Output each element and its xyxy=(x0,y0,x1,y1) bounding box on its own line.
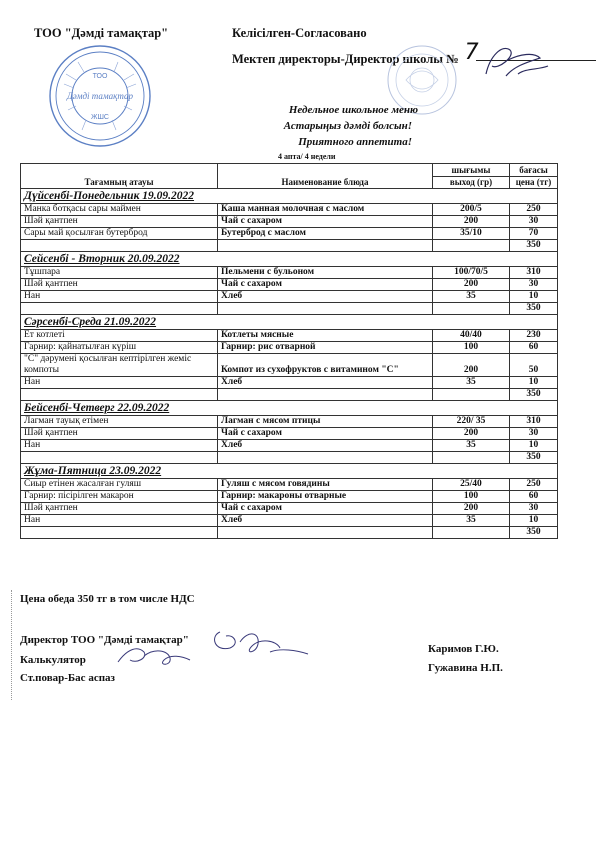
dish-output: 200 xyxy=(433,216,510,228)
table-row xyxy=(21,279,558,291)
dish-price: 250 xyxy=(510,204,558,216)
empty-cell xyxy=(21,240,218,252)
empty-cell xyxy=(218,389,433,401)
empty-cell xyxy=(218,240,433,252)
dish-price: 30 xyxy=(510,279,558,291)
dish-output: 35 xyxy=(433,515,510,527)
director-label: Директор ТОО "Дәмді тамақтар" xyxy=(20,634,189,646)
dish-price: 230 xyxy=(510,330,558,342)
day-header-row xyxy=(21,189,558,204)
day-total-row xyxy=(21,389,558,401)
dish-name-kz: Нан xyxy=(21,515,218,527)
dish-name-ru: Хлеб xyxy=(218,377,433,389)
dish-price: 50 xyxy=(510,354,558,377)
dish-name-kz: Манка ботқасы сары маймен xyxy=(21,204,218,216)
dish-price: 60 xyxy=(510,491,558,503)
dish-price: 250 xyxy=(510,479,558,491)
dish-price: 70 xyxy=(510,228,558,240)
day-header-row xyxy=(21,464,558,479)
dish-name-kz: Гарнир: қайнатылған күріш xyxy=(21,342,218,354)
dish-price: 30 xyxy=(510,503,558,515)
dish-name-kz: Тұшпара xyxy=(21,267,218,279)
empty-cell xyxy=(218,452,433,464)
dish-name-ru: Каша манная молочная с маслом xyxy=(218,204,433,216)
agreed-label: Келісілген-Согласовано xyxy=(232,26,367,40)
dish-name-kz: Шәй қантпен xyxy=(21,428,218,440)
dish-name-ru: Бутерброд с маслом xyxy=(218,228,433,240)
dish-output: 220/ 35 xyxy=(433,416,510,428)
day-total: 350 xyxy=(510,303,558,315)
dish-output: 100 xyxy=(433,491,510,503)
dish-price: 10 xyxy=(510,440,558,452)
col-header-ru: Наименование блюда xyxy=(218,164,433,189)
table-row xyxy=(21,440,558,452)
empty-cell xyxy=(21,303,218,315)
day-header-row xyxy=(21,315,558,330)
empty-cell xyxy=(433,527,510,539)
dish-price: 10 xyxy=(510,377,558,389)
dish-output: 35 xyxy=(433,440,510,452)
table-row xyxy=(21,291,558,303)
dish-output: 35 xyxy=(433,377,510,389)
dish-output: 40/40 xyxy=(433,330,510,342)
day-total-row xyxy=(21,303,558,315)
dish-name-ru: Чай с сахаром xyxy=(218,216,433,228)
dish-name-ru: Пельмени с бульоном xyxy=(218,267,433,279)
day-total-row xyxy=(21,240,558,252)
price-note: Цена обеда 350 тг в том числе НДС xyxy=(20,593,195,605)
dish-name-ru: Гарнир: рис отварной xyxy=(218,342,433,354)
dish-name-ru: Компот из сухофруктов с витамином "С" xyxy=(218,354,433,377)
menu-table xyxy=(20,163,558,539)
company-stamp xyxy=(48,44,152,148)
empty-cell xyxy=(433,240,510,252)
day-header-row xyxy=(21,252,558,267)
table-row xyxy=(21,204,558,216)
table-row xyxy=(21,491,558,503)
dish-price: 10 xyxy=(510,291,558,303)
dish-output: 200 xyxy=(433,279,510,291)
col-header-kz: Тағамның атауы xyxy=(21,164,218,189)
empty-cell xyxy=(433,452,510,464)
empty-cell xyxy=(433,303,510,315)
director-line-text: Мектеп директоры-Директор школы № xyxy=(232,52,459,66)
col-header-price-bottom: цена (тг) xyxy=(510,176,558,189)
stamp-top-text: ТОО xyxy=(92,73,108,80)
dish-name-kz: Нан xyxy=(21,377,218,389)
dish-name-kz: Шәй қантпен xyxy=(21,503,218,515)
dish-name-kz: Сары май қосылған бутерброд xyxy=(21,228,218,240)
dish-name-kz: Нан xyxy=(21,440,218,452)
empty-cell xyxy=(21,389,218,401)
dish-name-ru: Хлеб xyxy=(218,440,433,452)
table-row xyxy=(21,377,558,389)
table-row xyxy=(21,428,558,440)
empty-cell xyxy=(218,527,433,539)
dish-name-kz: "С" дәрумені қосылған кептірілген жеміс компоты xyxy=(21,354,218,377)
stamp-center-text: Дәмді тамақтар xyxy=(67,91,133,101)
dish-name-kz: Сиыр етінен жасалған гуляш xyxy=(21,479,218,491)
empty-cell xyxy=(433,389,510,401)
table-row xyxy=(21,416,558,428)
company-name: ТОО "Дәмді тамақтар" xyxy=(34,26,169,40)
dish-price: 60 xyxy=(510,342,558,354)
table-row xyxy=(21,503,558,515)
director-company-signature xyxy=(200,622,320,668)
dish-output: 200 xyxy=(433,428,510,440)
dish-name-kz: Лагман тауық етімен xyxy=(21,416,218,428)
empty-cell xyxy=(21,452,218,464)
director-name: Каримов Г.Ю. xyxy=(428,643,499,655)
menu-title-line3: Приятного аппетита! xyxy=(298,136,412,148)
dish-price: 10 xyxy=(510,515,558,527)
day-total: 350 xyxy=(510,240,558,252)
table-row xyxy=(21,228,558,240)
dish-output: 200/5 xyxy=(433,204,510,216)
day-total: 350 xyxy=(510,452,558,464)
dish-name-ru: Чай с сахаром xyxy=(218,503,433,515)
col-header-output-top: шығымы xyxy=(433,164,510,177)
empty-cell xyxy=(21,527,218,539)
margin-mark xyxy=(11,590,13,700)
calculator-label: Калькулятор xyxy=(20,654,86,666)
week-label: 4 апта/ 4 недели xyxy=(278,152,336,161)
dish-name-ru: Котлеты мясные xyxy=(218,330,433,342)
table-row xyxy=(21,342,558,354)
empty-cell xyxy=(218,303,433,315)
dish-name-ru: Лагман с мясом птицы xyxy=(218,416,433,428)
day-title: Жұма-Пятница 23.09.2022 xyxy=(21,464,558,479)
table-row xyxy=(21,515,558,527)
dish-name-ru: Чай с сахаром xyxy=(218,279,433,291)
dish-price: 30 xyxy=(510,428,558,440)
dish-price: 310 xyxy=(510,416,558,428)
director-signature xyxy=(468,36,558,86)
table-row xyxy=(21,216,558,228)
calculator-name: Гужавина Н.П. xyxy=(428,662,503,674)
dish-output: 200 xyxy=(433,503,510,515)
dish-name-ru: Гуляш с мясом говядины xyxy=(218,479,433,491)
menu-title-line2: Астарыңыз дәмді болсын! xyxy=(283,120,412,132)
menu-title-line1: Недельное школьное меню xyxy=(288,104,418,116)
dish-name-ru: Чай с сахаром xyxy=(218,428,433,440)
chef-label: Ст.повар-Бас аспаз xyxy=(20,672,115,684)
dish-output: 35/10 xyxy=(433,228,510,240)
dish-output: 35 xyxy=(433,291,510,303)
dish-name-kz: Гарнир: пісірілген макарон xyxy=(21,491,218,503)
dish-name-ru: Хлеб xyxy=(218,515,433,527)
dish-output: 200 xyxy=(433,354,510,377)
dish-name-kz: Шәй қантпен xyxy=(21,216,218,228)
day-title: Сейсенбі - Вторник 20.09.2022 xyxy=(21,252,558,267)
day-total-row xyxy=(21,452,558,464)
table-row xyxy=(21,330,558,342)
dish-name-ru: Гарнир: макароны отварные xyxy=(218,491,433,503)
dish-output: 25/40 xyxy=(433,479,510,491)
school-number: 7 xyxy=(464,40,479,65)
table-row xyxy=(21,479,558,491)
day-total: 350 xyxy=(510,527,558,539)
dish-output: 100 xyxy=(433,342,510,354)
col-header-price-top: бағасы xyxy=(510,164,558,177)
day-title: Сәрсенбі-Среда 21.09.2022 xyxy=(21,315,558,330)
dish-name-kz: Ет котлеті xyxy=(21,330,218,342)
day-total: 350 xyxy=(510,389,558,401)
menu-table-body xyxy=(21,189,558,539)
table-row xyxy=(21,267,558,279)
day-total-row xyxy=(21,527,558,539)
day-title: Дүйсенбі-Понедельник 19.09.2022 xyxy=(21,189,558,204)
dish-name-ru: Хлеб xyxy=(218,291,433,303)
table-row xyxy=(21,354,558,377)
col-header-output-bottom: выход (гр) xyxy=(433,176,510,189)
dish-name-kz: Нан xyxy=(21,291,218,303)
stamp-bottom-text: ЖШС xyxy=(91,114,109,121)
calculator-signature xyxy=(108,638,198,674)
dish-price: 310 xyxy=(510,267,558,279)
table-header-row xyxy=(21,164,558,177)
dish-output: 100/70/5 xyxy=(433,267,510,279)
day-title: Бейсенбі-Четверг 22.09.2022 xyxy=(21,401,558,416)
dish-name-kz: Шәй қантпен xyxy=(21,279,218,291)
day-header-row xyxy=(21,401,558,416)
dish-price: 30 xyxy=(510,216,558,228)
